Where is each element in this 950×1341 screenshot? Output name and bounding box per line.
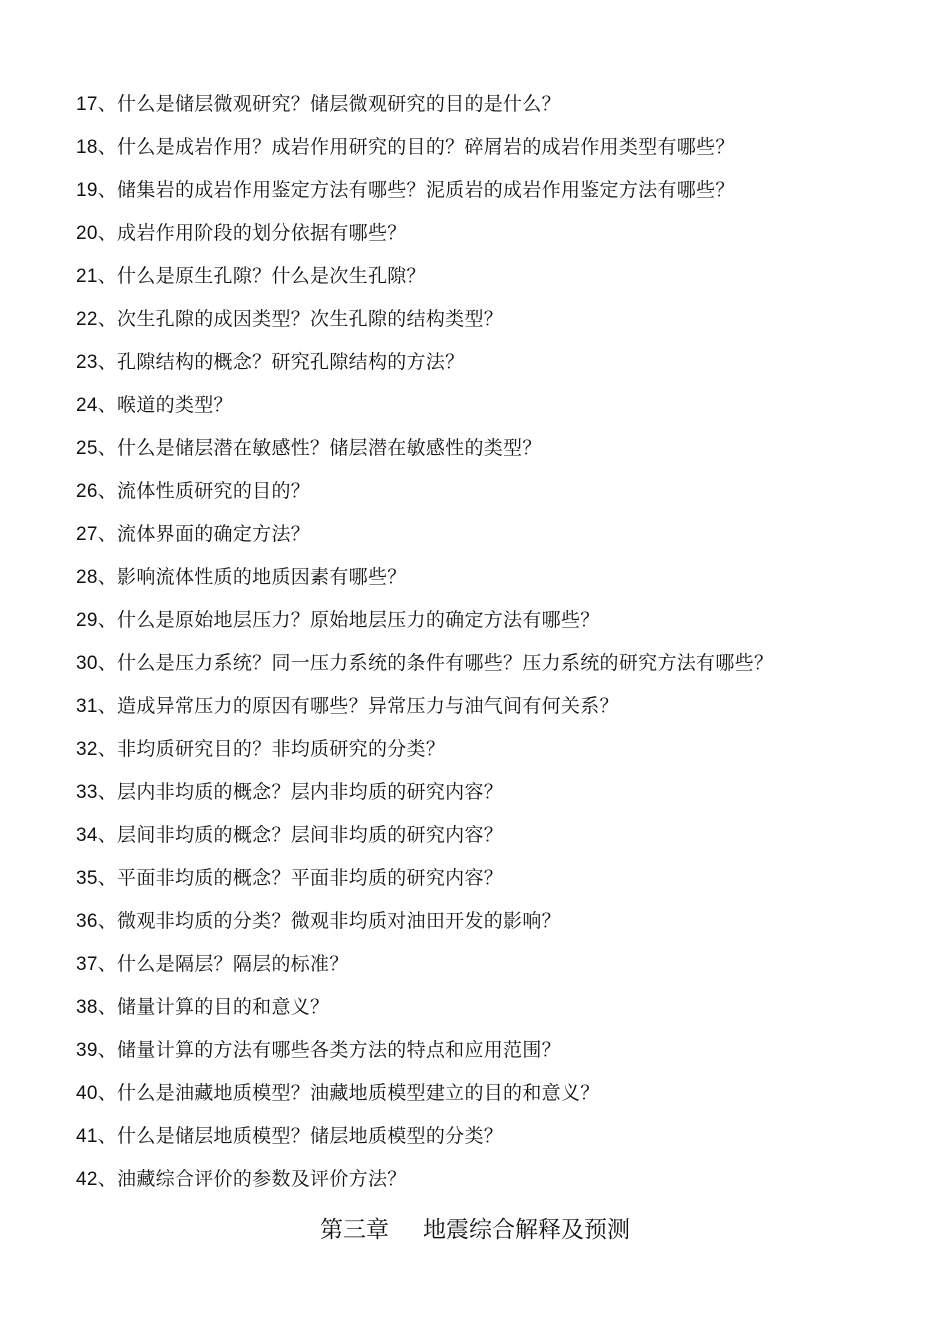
question-number: 25 xyxy=(76,438,98,459)
question-item xyxy=(76,1163,936,1206)
question-separator: 、 xyxy=(97,179,118,201)
question-number: 33 xyxy=(76,782,98,803)
question-item xyxy=(76,604,936,647)
question-separator: 、 xyxy=(97,523,118,545)
question-number: 26 xyxy=(76,481,98,502)
question-number: 18 xyxy=(76,137,98,158)
question-item xyxy=(76,475,936,518)
question-number: 27 xyxy=(76,524,98,545)
question-text: 成岩作用阶段的划分依据有哪些？ xyxy=(117,222,407,244)
question-separator: 、 xyxy=(97,781,118,803)
question-separator: 、 xyxy=(97,480,118,502)
question-item xyxy=(76,862,936,905)
question-text: 次生孔隙的成因类型？次生孔隙的结构类型？ xyxy=(117,308,504,330)
question-separator: 、 xyxy=(97,695,118,717)
question-text: 造成异常压力的原因有哪些？异常压力与油气间有何关系？ xyxy=(117,695,619,717)
question-text: 层间非均质的概念？层间非均质的研究内容？ xyxy=(117,824,504,846)
question-text: 影响流体性质的地质因素有哪些？ xyxy=(117,566,407,588)
question-number: 30 xyxy=(76,653,98,674)
question-separator: 、 xyxy=(97,1082,118,1104)
question-number: 21 xyxy=(76,266,98,287)
question-text: 油藏综合评价的参数及评价方法？ xyxy=(117,1168,407,1190)
question-separator: 、 xyxy=(97,867,118,889)
question-item xyxy=(76,1034,936,1077)
question-separator: 、 xyxy=(97,1125,118,1147)
question-list xyxy=(76,88,936,1206)
question-item xyxy=(76,303,936,346)
question-separator: 、 xyxy=(97,351,118,373)
question-text: 平面非均质的概念？平面非均质的研究内容？ xyxy=(117,867,504,889)
question-number: 19 xyxy=(76,180,98,201)
question-item xyxy=(76,1120,936,1163)
question-separator: 、 xyxy=(97,308,118,330)
question-text: 流体界面的确定方法？ xyxy=(117,523,311,545)
question-separator: 、 xyxy=(97,437,118,459)
question-item xyxy=(76,518,936,561)
question-text: 什么是油藏地质模型？油藏地质模型建立的目的和意义？ xyxy=(117,1082,600,1104)
question-item xyxy=(76,905,936,948)
question-text: 什么是储层微观研究？储层微观研究的目的是什么？ xyxy=(117,93,561,115)
question-separator: 、 xyxy=(97,738,118,760)
chapter-number: 第三章 xyxy=(320,1217,389,1243)
question-separator: 、 xyxy=(97,652,118,674)
question-separator: 、 xyxy=(97,566,118,588)
question-text: 流体性质研究的目的？ xyxy=(117,480,311,502)
question-number: 40 xyxy=(76,1083,98,1104)
question-text: 储量计算的方法有哪些各类方法的特点和应用范围？ xyxy=(117,1039,561,1061)
question-number: 35 xyxy=(76,868,98,889)
question-separator: 、 xyxy=(97,265,118,287)
question-number: 31 xyxy=(76,696,98,717)
question-item xyxy=(76,260,936,303)
question-item xyxy=(76,948,936,991)
question-item xyxy=(76,432,936,475)
question-separator: 、 xyxy=(97,1039,118,1061)
question-text: 喉道的类型？ xyxy=(117,394,233,416)
question-item xyxy=(76,776,936,819)
question-separator: 、 xyxy=(97,953,118,975)
question-text: 储量计算的目的和意义？ xyxy=(117,996,330,1018)
question-text: 什么是压力系统？同一压力系统的条件有哪些？压力系统的研究方法有哪些？ xyxy=(117,652,774,674)
question-number: 36 xyxy=(76,911,98,932)
question-item xyxy=(76,1077,936,1120)
question-text: 什么是原始地层压力？原始地层压力的确定方法有哪些？ xyxy=(117,609,600,631)
question-text: 非均质研究目的？非均质研究的分类？ xyxy=(117,738,446,760)
question-number: 23 xyxy=(76,352,98,373)
question-text: 什么是储层潜在敏感性？储层潜在敏感性的类型？ xyxy=(117,437,542,459)
question-item xyxy=(76,389,936,432)
question-number: 24 xyxy=(76,395,98,416)
question-item xyxy=(76,174,936,217)
question-separator: 、 xyxy=(97,910,118,932)
question-separator: 、 xyxy=(97,394,118,416)
question-separator: 、 xyxy=(97,824,118,846)
question-text: 孔隙结构的概念？研究孔隙结构的方法？ xyxy=(117,351,465,373)
question-item xyxy=(76,346,936,389)
question-separator: 、 xyxy=(97,222,118,244)
question-item xyxy=(76,217,936,260)
question-text: 层内非均质的概念？层内非均质的研究内容？ xyxy=(117,781,504,803)
question-text: 什么是成岩作用？成岩作用研究的目的？碎屑岩的成岩作用类型有哪些？ xyxy=(117,136,735,158)
question-number: 34 xyxy=(76,825,98,846)
question-number: 29 xyxy=(76,610,98,631)
question-item xyxy=(76,131,936,174)
question-item xyxy=(76,991,936,1034)
question-separator: 、 xyxy=(97,996,118,1018)
question-separator: 、 xyxy=(97,136,118,158)
question-item xyxy=(76,690,936,733)
question-text: 储集岩的成岩作用鉴定方法有哪些？泥质岩的成岩作用鉴定方法有哪些？ xyxy=(117,179,735,201)
question-separator: 、 xyxy=(97,1168,118,1190)
question-number: 39 xyxy=(76,1040,98,1061)
question-number: 17 xyxy=(76,94,98,115)
question-item xyxy=(76,733,936,776)
question-text: 微观非均质的分类？微观非均质对油田开发的影响？ xyxy=(117,910,561,932)
question-item xyxy=(76,647,936,690)
chapter-heading xyxy=(0,1210,950,1250)
question-separator: 、 xyxy=(97,609,118,631)
question-text: 什么是储层地质模型？储层地质模型的分类？ xyxy=(117,1125,504,1147)
question-number: 41 xyxy=(76,1126,98,1147)
question-text: 什么是隔层？隔层的标准？ xyxy=(117,953,349,975)
question-item xyxy=(76,561,936,604)
question-separator: 、 xyxy=(97,93,118,115)
question-text: 什么是原生孔隙？什么是次生孔隙？ xyxy=(117,265,426,287)
chapter-title: 地震综合解释及预测 xyxy=(423,1217,630,1243)
question-number: 38 xyxy=(76,997,98,1018)
question-number: 37 xyxy=(76,954,98,975)
question-number: 32 xyxy=(76,739,98,760)
question-number: 22 xyxy=(76,309,98,330)
question-number: 20 xyxy=(76,223,98,244)
question-item xyxy=(76,819,936,862)
question-number: 28 xyxy=(76,567,98,588)
question-number: 42 xyxy=(76,1169,98,1190)
question-item xyxy=(76,88,936,131)
